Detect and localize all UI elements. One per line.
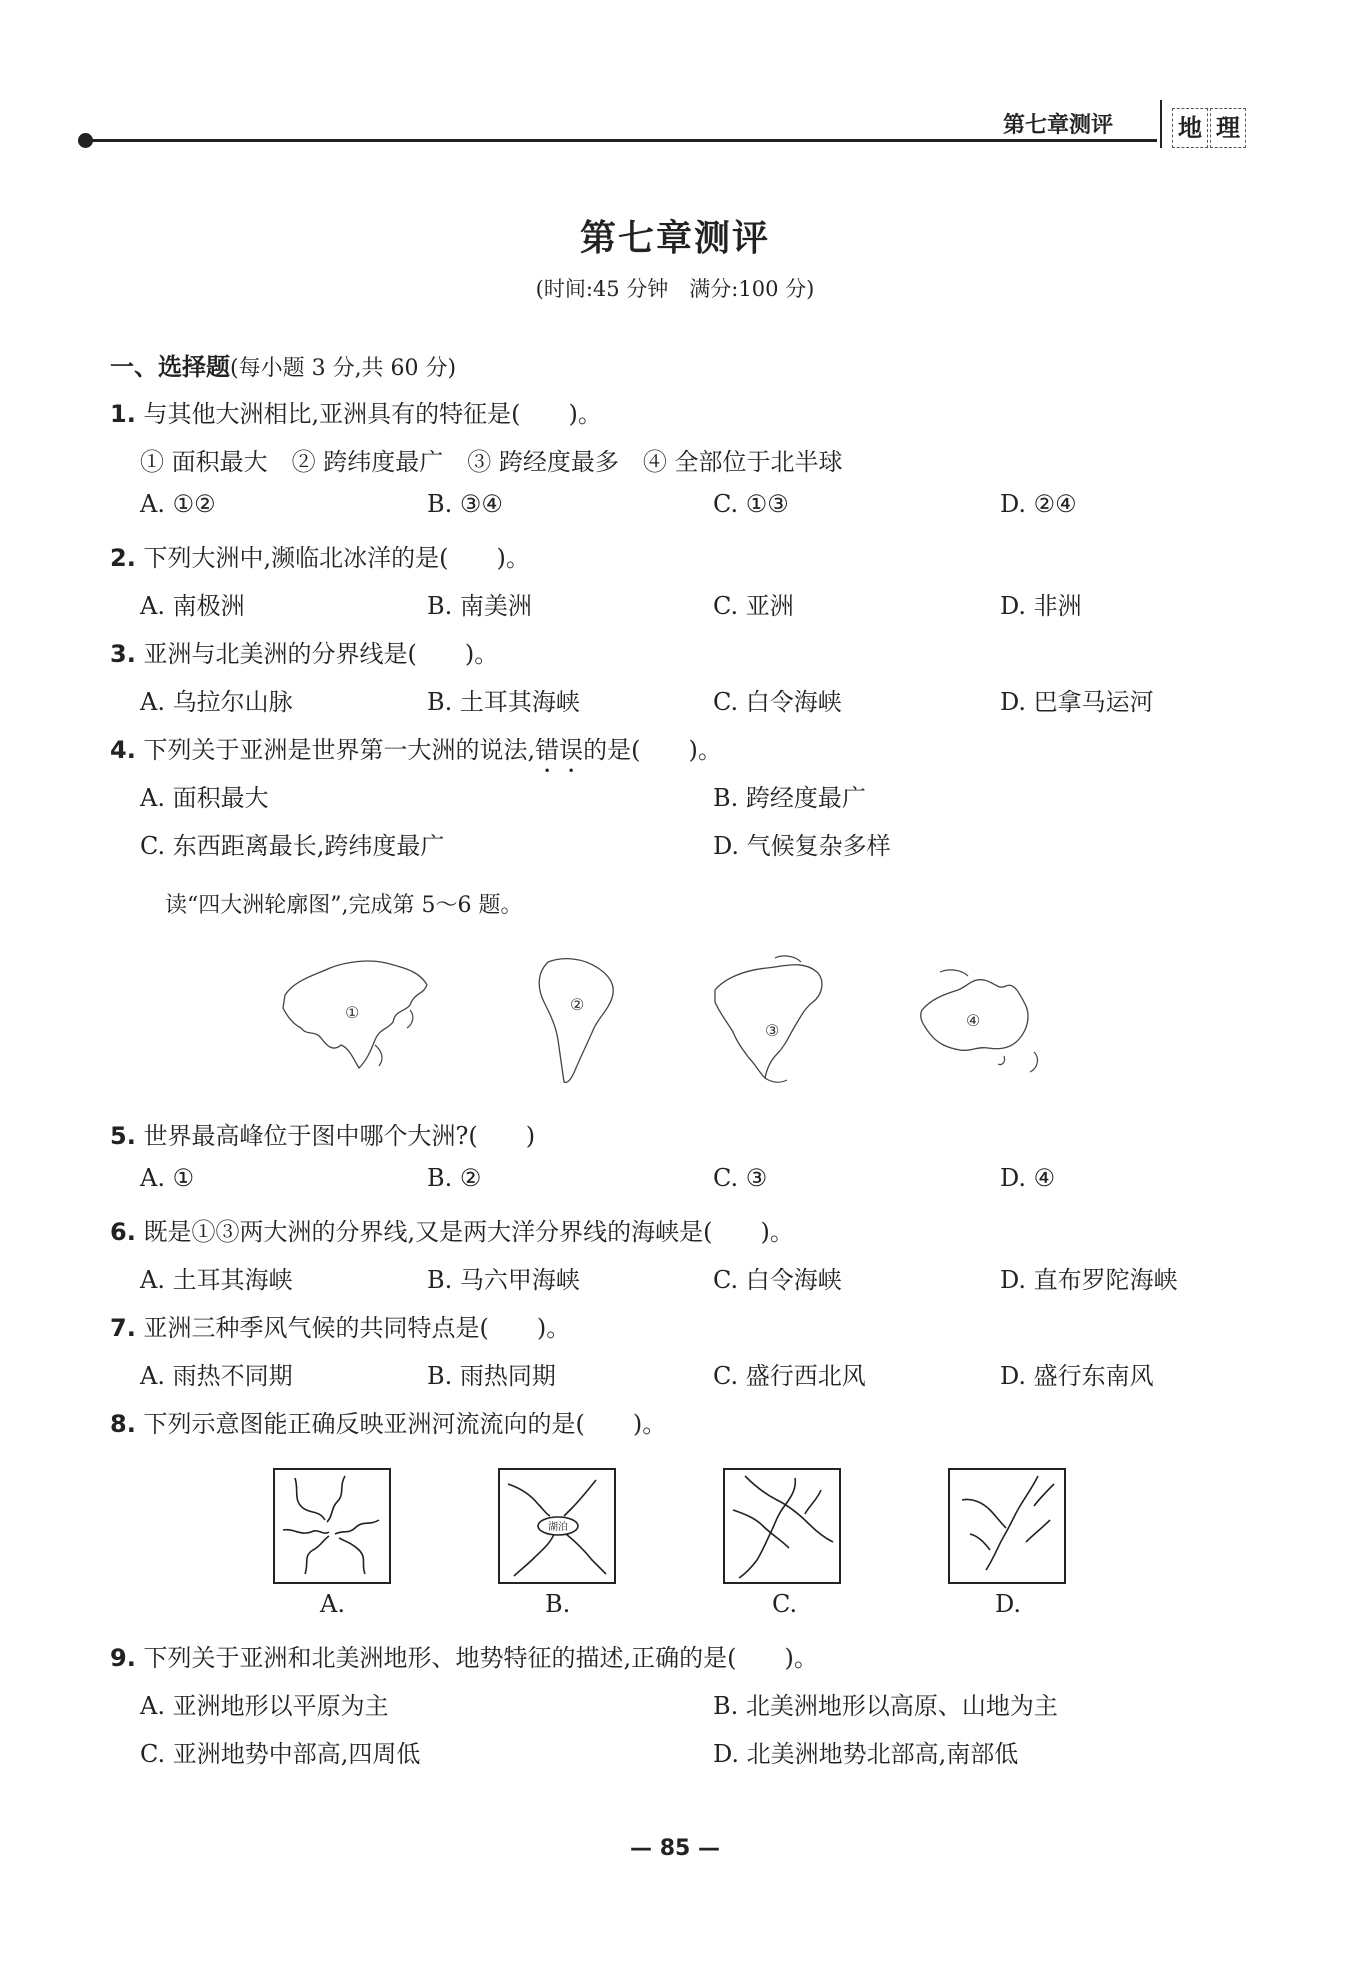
option-a[interactable]: A. 面积最大: [140, 784, 269, 812]
diagram-label: D.: [995, 1590, 1022, 1618]
river-diagram-c[interactable]: [723, 1468, 841, 1584]
option-b[interactable]: B. 马六甲海峡: [427, 1266, 580, 1294]
option-b[interactable]: B. 跨经度最广: [713, 784, 866, 812]
option-c[interactable]: C. 白令海峡: [713, 1266, 842, 1294]
reading-prompt: 读“四大洲轮廓图”,完成第 5～6 题。: [165, 893, 523, 918]
question-7: 7. 亚洲三种季风气候的共同特点是( )。: [110, 1314, 571, 1342]
option-c[interactable]: C. ③: [713, 1164, 768, 1192]
continent-map-2: [528, 950, 623, 1090]
diagram-label: C.: [772, 1590, 798, 1618]
option-b[interactable]: B. 土耳其海峡: [427, 688, 580, 716]
option-a[interactable]: A. ①: [140, 1164, 195, 1192]
continent-label: ③: [765, 1021, 780, 1040]
subject-tag: [1172, 108, 1248, 148]
lake-label: 湖泊: [548, 1522, 568, 1533]
river-lines: [275, 1470, 389, 1582]
river-diagram-b[interactable]: [498, 1468, 616, 1584]
option-a[interactable]: A. 亚洲地形以平原为主: [140, 1692, 389, 1720]
option-a[interactable]: A. 土耳其海峡: [140, 1266, 293, 1294]
diagram-label: A.: [320, 1590, 345, 1618]
continent-map-3: [705, 950, 835, 1090]
option-d[interactable]: D. ④: [1000, 1164, 1056, 1192]
continent-label: ①: [345, 1003, 360, 1022]
option-d[interactable]: D. 非洲: [1000, 592, 1082, 620]
option-b[interactable]: B. 雨热同期: [427, 1362, 556, 1390]
option-d[interactable]: D. 气候复杂多样: [713, 832, 891, 860]
option-d[interactable]: D. 巴拿马运河: [1000, 688, 1154, 716]
option-c[interactable]: C. 白令海峡: [713, 688, 842, 716]
option-c[interactable]: C. 亚洲地势中部高,四周低: [140, 1740, 421, 1768]
page-number: — 85 —: [630, 1836, 720, 1861]
river-diagram-d[interactable]: [948, 1468, 1066, 1584]
question-9: 9. 下列关于亚洲和北美洲地形、地势特征的描述,正确的是( )。: [110, 1644, 818, 1672]
question-3: 3. 亚洲与北美洲的分界线是( )。: [110, 640, 499, 668]
subject-char: 理: [1210, 108, 1246, 148]
option-c[interactable]: C. 亚洲: [713, 592, 794, 620]
running-header-chapter: 第七章测评: [1003, 112, 1114, 138]
continent-label: ④: [966, 1011, 981, 1030]
option-b[interactable]: B. 北美洲地形以高原、山地为主: [713, 1692, 1058, 1720]
option-a[interactable]: A. 雨热不同期: [140, 1362, 293, 1390]
continent-label: ②: [570, 995, 585, 1014]
question-2: 2. 下列大洲中,濒临北冰洋的是( )。: [110, 544, 530, 572]
emphasized-word: 错误: [535, 736, 584, 764]
option-d[interactable]: D. 盛行东南风: [1000, 1362, 1154, 1390]
option-a[interactable]: A. ①②: [140, 490, 216, 518]
diagram-label: B.: [545, 1590, 571, 1618]
option-c[interactable]: C. 盛行西北风: [713, 1362, 866, 1390]
river-lines: [500, 1470, 614, 1582]
question-1: 1. 与其他大洲相比,亚洲具有的特征是( )。: [110, 400, 602, 428]
river-diagram-a[interactable]: [273, 1468, 391, 1584]
option-b[interactable]: B. ③④: [427, 490, 503, 518]
option-a[interactable]: A. 乌拉尔山脉: [140, 688, 293, 716]
option-d[interactable]: D. 直布罗陀海峡: [1000, 1266, 1178, 1294]
option-c[interactable]: C. 东西距离最长,跨纬度最广: [140, 832, 445, 860]
q1-statements: ① 面积最大 ② 跨纬度最广 ③ 跨经度最多 ④ 全部位于北半球: [140, 448, 843, 476]
river-lines: [725, 1470, 839, 1582]
option-d[interactable]: D. 北美洲地势北部高,南部低: [713, 1740, 1019, 1768]
question-8: 8. 下列示意图能正确反映亚洲河流流向的是( )。: [110, 1410, 667, 1438]
river-lines: [950, 1470, 1064, 1582]
option-d[interactable]: D. ②④: [1000, 490, 1077, 518]
question-6: 6. 既是①③两大洲的分界线,又是两大洋分界线的海峡是( )。: [110, 1218, 794, 1246]
question-5: 5. 世界最高峰位于图中哪个大洲?( ): [110, 1122, 536, 1150]
continent-map-4: [910, 960, 1050, 1085]
subject-char: 地: [1172, 108, 1208, 148]
option-c[interactable]: C. ①③: [713, 490, 789, 518]
page-title: 第七章测评: [579, 218, 770, 259]
header-rule: [82, 139, 1157, 142]
option-b[interactable]: B. 南美洲: [427, 592, 532, 620]
section-heading: 一、选择题(每小题 3 分,共 60 分): [110, 353, 457, 381]
header-separator: [1160, 100, 1162, 148]
time-info: (时间:45 分钟 满分:100 分): [535, 277, 815, 301]
continent-map-1: [275, 950, 435, 1080]
option-a[interactable]: A. 南极洲: [140, 592, 245, 620]
option-b[interactable]: B. ②: [427, 1164, 482, 1192]
question-4: 4. 下列关于亚洲是世界第一大洲的说法,错误的是( )。: [110, 736, 722, 764]
